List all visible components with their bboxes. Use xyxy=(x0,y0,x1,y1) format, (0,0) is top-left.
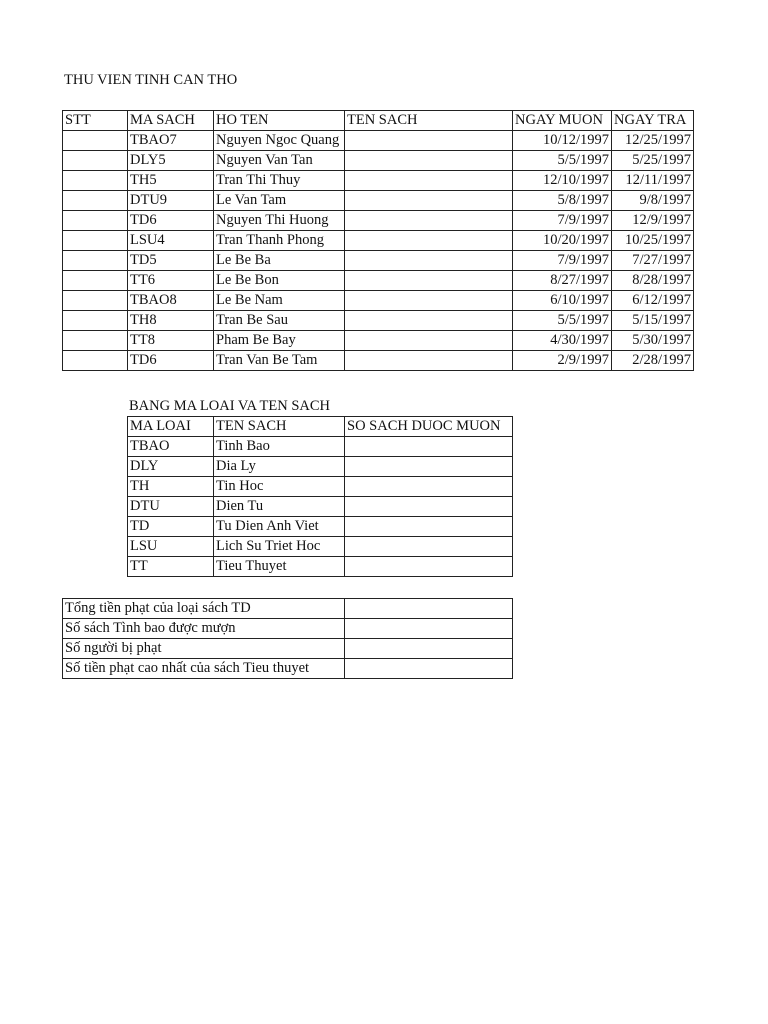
table-cell: Tran Thi Thuy xyxy=(214,171,345,191)
table-cell: 12/25/1997 xyxy=(612,131,694,151)
table-cell xyxy=(63,151,128,171)
table-cell: Le Be Bon xyxy=(214,271,345,291)
column-header: SO SACH DUOC MUON xyxy=(345,417,513,437)
table-cell xyxy=(345,351,513,371)
summary-label: Số tiền phạt cao nhất của sách Tieu thuyet xyxy=(63,659,345,679)
table-cell: Nguyen Thi Huong xyxy=(214,211,345,231)
column-header: TEN SACH xyxy=(345,111,513,131)
table-cell: TBAO7 xyxy=(128,131,214,151)
table-row xyxy=(63,271,694,291)
table-row xyxy=(128,517,513,537)
summary-row xyxy=(63,599,513,619)
table-cell xyxy=(345,477,513,497)
table-cell: Le Be Ba xyxy=(214,251,345,271)
table-row xyxy=(63,231,694,251)
table-cell: TD6 xyxy=(128,211,214,231)
column-header: NGAY MUON xyxy=(513,111,612,131)
table-cell xyxy=(345,311,513,331)
table-cell: Pham Be Bay xyxy=(214,331,345,351)
table-cell xyxy=(63,311,128,331)
table-cell xyxy=(63,331,128,351)
table-row xyxy=(63,351,694,371)
summary-row xyxy=(63,619,513,639)
table-cell: 5/5/1997 xyxy=(513,311,612,331)
summary-label: Tổng tiền phạt của loại sách TD xyxy=(63,599,345,619)
table-cell: TBAO8 xyxy=(128,291,214,311)
table-cell xyxy=(345,251,513,271)
table-row xyxy=(128,457,513,477)
table-cell: TD5 xyxy=(128,251,214,271)
table-row xyxy=(63,291,694,311)
table-cell: 7/27/1997 xyxy=(612,251,694,271)
table-cell: DTU9 xyxy=(128,191,214,211)
table-cell: 4/30/1997 xyxy=(513,331,612,351)
table-cell: TH5 xyxy=(128,171,214,191)
table-cell xyxy=(345,211,513,231)
summary-value xyxy=(345,599,513,619)
table-row xyxy=(128,537,513,557)
table-cell: DLY5 xyxy=(128,151,214,171)
table-cell: TT6 xyxy=(128,271,214,291)
table-cell xyxy=(63,351,128,371)
summary-label: Số người bị phạt xyxy=(63,639,345,659)
table-cell xyxy=(63,131,128,151)
table-row xyxy=(63,331,694,351)
header-row xyxy=(63,111,694,131)
table-cell: Nguyen Van Tan xyxy=(214,151,345,171)
table-cell: 10/25/1997 xyxy=(612,231,694,251)
table-row xyxy=(63,151,694,171)
table-row xyxy=(63,311,694,331)
table-cell: Le Van Tam xyxy=(214,191,345,211)
table-cell xyxy=(345,171,513,191)
table-cell: 12/11/1997 xyxy=(612,171,694,191)
table-row xyxy=(128,557,513,577)
table-cell: 5/15/1997 xyxy=(612,311,694,331)
header-row xyxy=(128,417,513,437)
summary-table xyxy=(62,598,513,679)
table-cell: 10/12/1997 xyxy=(513,131,612,151)
table-cell xyxy=(63,191,128,211)
table-row xyxy=(63,251,694,271)
table-cell: 12/9/1997 xyxy=(612,211,694,231)
table-cell xyxy=(63,211,128,231)
table-cell xyxy=(345,437,513,457)
table-row xyxy=(63,171,694,191)
table-cell xyxy=(63,291,128,311)
table-cell: Nguyen Ngoc Quang xyxy=(214,131,345,151)
table-cell xyxy=(345,291,513,311)
column-header: NGAY TRA xyxy=(612,111,694,131)
table-cell xyxy=(345,537,513,557)
table-cell xyxy=(345,191,513,211)
table-cell: Tran Thanh Phong xyxy=(214,231,345,251)
table-cell: Le Be Nam xyxy=(214,291,345,311)
borrowing-table xyxy=(62,110,694,371)
table-cell: TD xyxy=(128,517,214,537)
table-cell: 6/12/1997 xyxy=(612,291,694,311)
summary-value xyxy=(345,619,513,639)
table-cell: 5/5/1997 xyxy=(513,151,612,171)
column-header: HO TEN xyxy=(214,111,345,131)
table-row xyxy=(63,191,694,211)
column-header: MA SACH xyxy=(128,111,214,131)
table-cell: DTU xyxy=(128,497,214,517)
table-cell: DLY xyxy=(128,457,214,477)
summary-row xyxy=(63,659,513,679)
table-cell xyxy=(63,171,128,191)
table-cell: 6/10/1997 xyxy=(513,291,612,311)
category-table-title: BANG MA LOAI VA TEN SACH xyxy=(129,398,331,414)
page-title: THU VIEN TINH CAN THO xyxy=(64,72,238,88)
table-cell: 2/9/1997 xyxy=(513,351,612,371)
table-cell: 5/25/1997 xyxy=(612,151,694,171)
table-cell: Dia Ly xyxy=(214,457,345,477)
table-cell: LSU4 xyxy=(128,231,214,251)
table-cell: Tu Dien Anh Viet xyxy=(214,517,345,537)
table-row xyxy=(128,497,513,517)
table-cell: 7/9/1997 xyxy=(513,251,612,271)
table-cell xyxy=(345,131,513,151)
table-cell: 8/27/1997 xyxy=(513,271,612,291)
table-cell xyxy=(345,271,513,291)
table-cell: TBAO xyxy=(128,437,214,457)
column-header: STT xyxy=(63,111,128,131)
table-cell: Tinh Bao xyxy=(214,437,345,457)
table-row xyxy=(63,211,694,231)
table-row xyxy=(128,477,513,497)
table-cell xyxy=(63,251,128,271)
column-header: TEN SACH xyxy=(214,417,345,437)
table-cell: Lich Su Triet Hoc xyxy=(214,537,345,557)
table-row xyxy=(128,437,513,457)
table-cell: LSU xyxy=(128,537,214,557)
table-cell: TD6 xyxy=(128,351,214,371)
table-cell: 10/20/1997 xyxy=(513,231,612,251)
table-cell xyxy=(345,331,513,351)
table-cell xyxy=(345,151,513,171)
table-cell: 7/9/1997 xyxy=(513,211,612,231)
table-cell: TT8 xyxy=(128,331,214,351)
table-cell: TT xyxy=(128,557,214,577)
table-cell: Tran Van Be Tam xyxy=(214,351,345,371)
table-cell: 12/10/1997 xyxy=(513,171,612,191)
category-table xyxy=(127,416,513,577)
table-cell: 8/28/1997 xyxy=(612,271,694,291)
summary-value xyxy=(345,659,513,679)
table-cell: Tin Hoc xyxy=(214,477,345,497)
table-cell: Tieu Thuyet xyxy=(214,557,345,577)
table-cell xyxy=(63,271,128,291)
table-cell xyxy=(345,557,513,577)
table-cell xyxy=(345,457,513,477)
table-cell xyxy=(345,517,513,537)
table-cell: 5/30/1997 xyxy=(612,331,694,351)
table-cell: TH8 xyxy=(128,311,214,331)
table-cell: Dien Tu xyxy=(214,497,345,517)
table-cell xyxy=(63,231,128,251)
table-cell: 9/8/1997 xyxy=(612,191,694,211)
summary-label: Số sách Tình bao được mượn xyxy=(63,619,345,639)
table-cell xyxy=(345,497,513,517)
table-cell: 2/28/1997 xyxy=(612,351,694,371)
table-cell xyxy=(345,231,513,251)
summary-value xyxy=(345,639,513,659)
table-cell: TH xyxy=(128,477,214,497)
table-cell: Tran Be Sau xyxy=(214,311,345,331)
table-row xyxy=(63,131,694,151)
summary-row xyxy=(63,639,513,659)
table-cell: 5/8/1997 xyxy=(513,191,612,211)
column-header: MA LOAI xyxy=(128,417,214,437)
